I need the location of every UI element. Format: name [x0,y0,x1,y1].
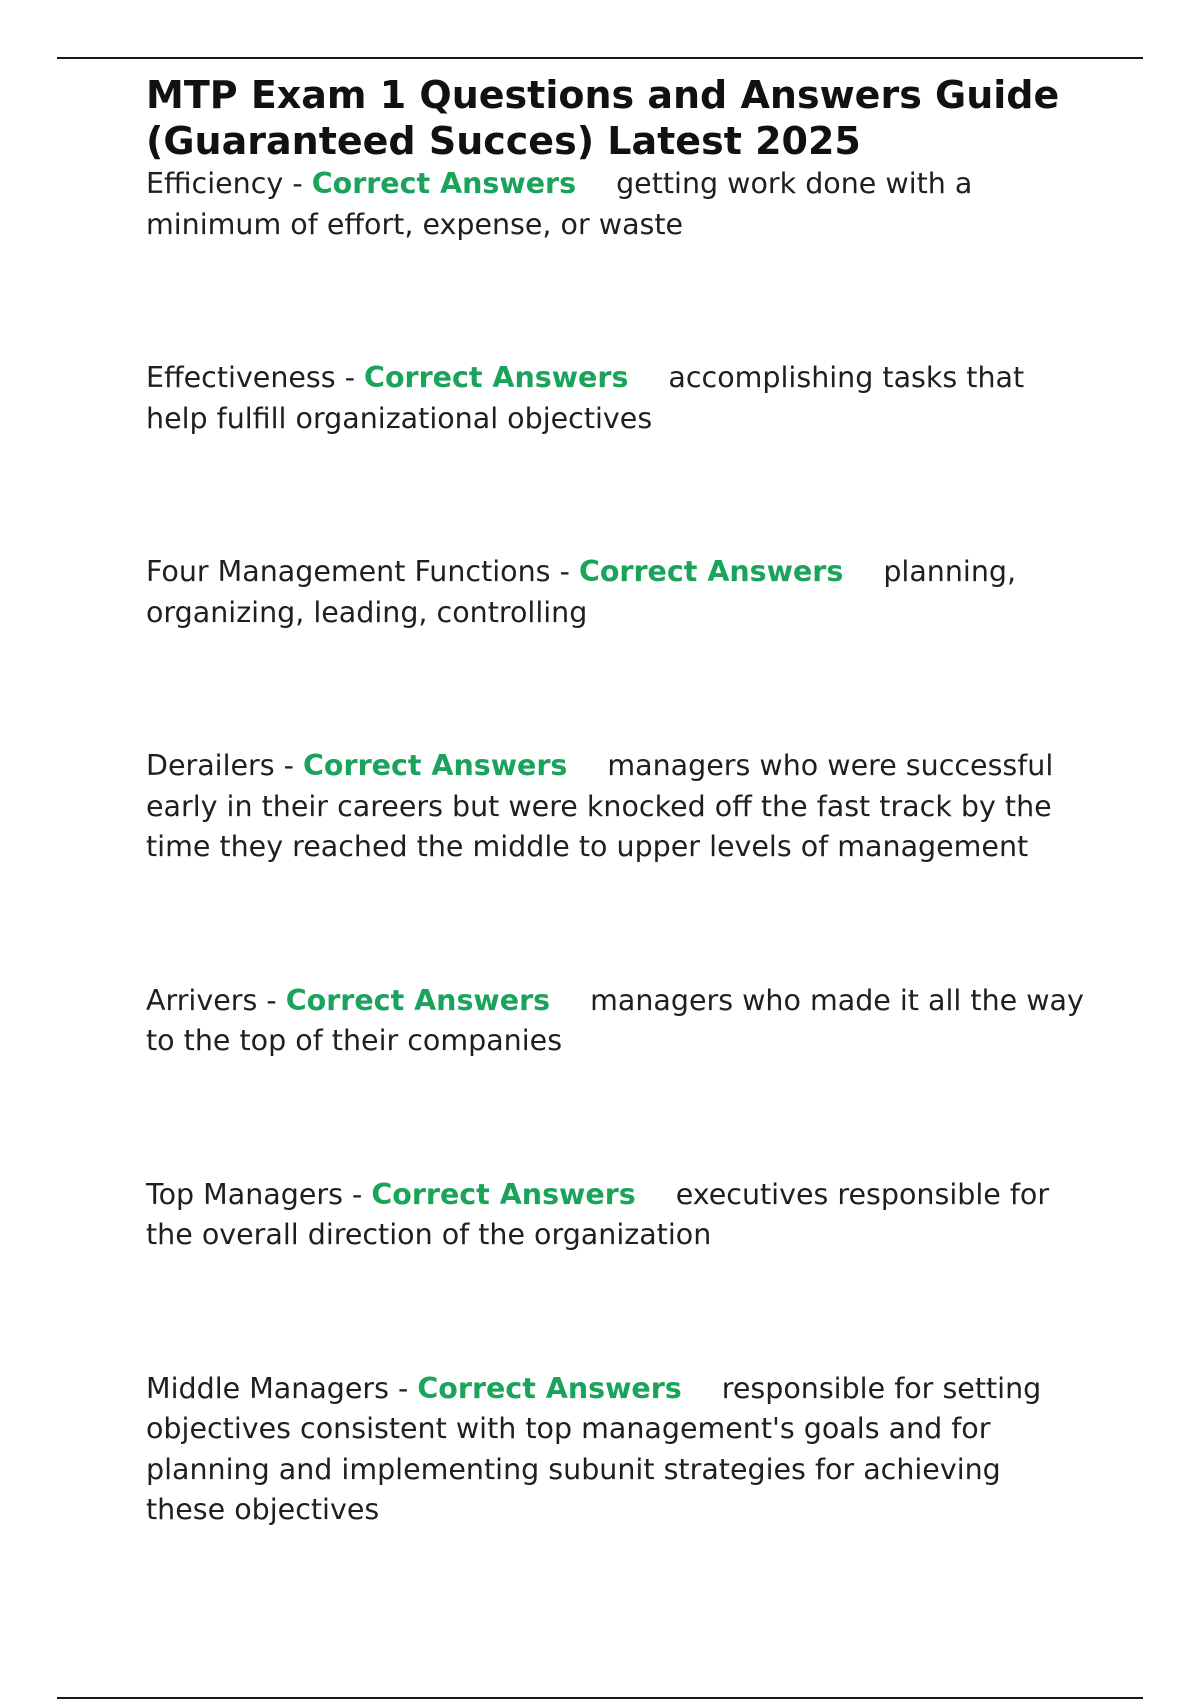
entry-separator: - [342,1177,372,1211]
top-divider [57,57,1143,59]
entry-separator: - [283,167,312,200]
entry-term: Top Managers [146,1177,343,1211]
correct-answers-label: Correct Answers [311,167,577,200]
entry-term: Effectiveness [146,361,336,394]
entry-definition: managers who made it all the way to the top of their companies [146,983,1084,1057]
document-body [146,72,1086,1644]
entry-definition: planning, organizing, leading, controlling [146,555,1017,629]
qa-entry-effectiveness [146,358,1086,439]
entry-separator: - [335,361,365,394]
entry-definition: accomplishing tasks that help fulfill organizational objectives [146,361,1025,435]
entry-term: Middle Managers [146,1371,389,1405]
correct-answers-label: Correct Answers [285,983,551,1017]
qa-entry-efficiency [146,164,1086,245]
qa-entry-derailers [146,746,1086,868]
entry-definition: managers who were successful early in their careers but were knocked off the fast track by the time they reached the middle to upper levels of management [146,749,1054,863]
entry-term: Arrivers [146,983,258,1017]
qa-entry-arrivers [146,981,1086,1062]
entry-term: Efficiency [146,167,284,200]
entry-separator: - [388,1371,418,1405]
qa-entry-top-managers [146,1175,1086,1256]
entry-separator: - [550,555,579,588]
page-title: MTP Exam 1 Questions and Answers Guide (Guaranteed Succes) Latest 2025 [146,73,1060,163]
bottom-divider [57,1697,1143,1699]
correct-answers-label: Correct Answers [364,361,629,394]
qa-entry-four-management-functions [146,552,1086,633]
entry-definition: responsible for setting objectives consistent with top management's goals and for planning and implementing subunit strategies for achieving these objectives [146,1371,1042,1526]
correct-answers-label: Correct Answers [303,749,568,782]
entry-separator: - [257,983,286,1017]
entry-term: Four Management Functions [146,555,551,588]
correct-answers-label: Correct Answers [578,555,844,588]
entry-definition: getting work done with a minimum of effort, expense, or waste [146,167,973,241]
entry-definition: executives responsible for the overall direction of the organization [146,1177,1050,1251]
qa-entry-middle-managers [146,1369,1086,1531]
correct-answers-label: Correct Answers [371,1177,636,1211]
entry-separator: - [274,749,304,782]
entry-term: Derailers [146,749,275,782]
correct-answers-label: Correct Answers [417,1371,682,1405]
